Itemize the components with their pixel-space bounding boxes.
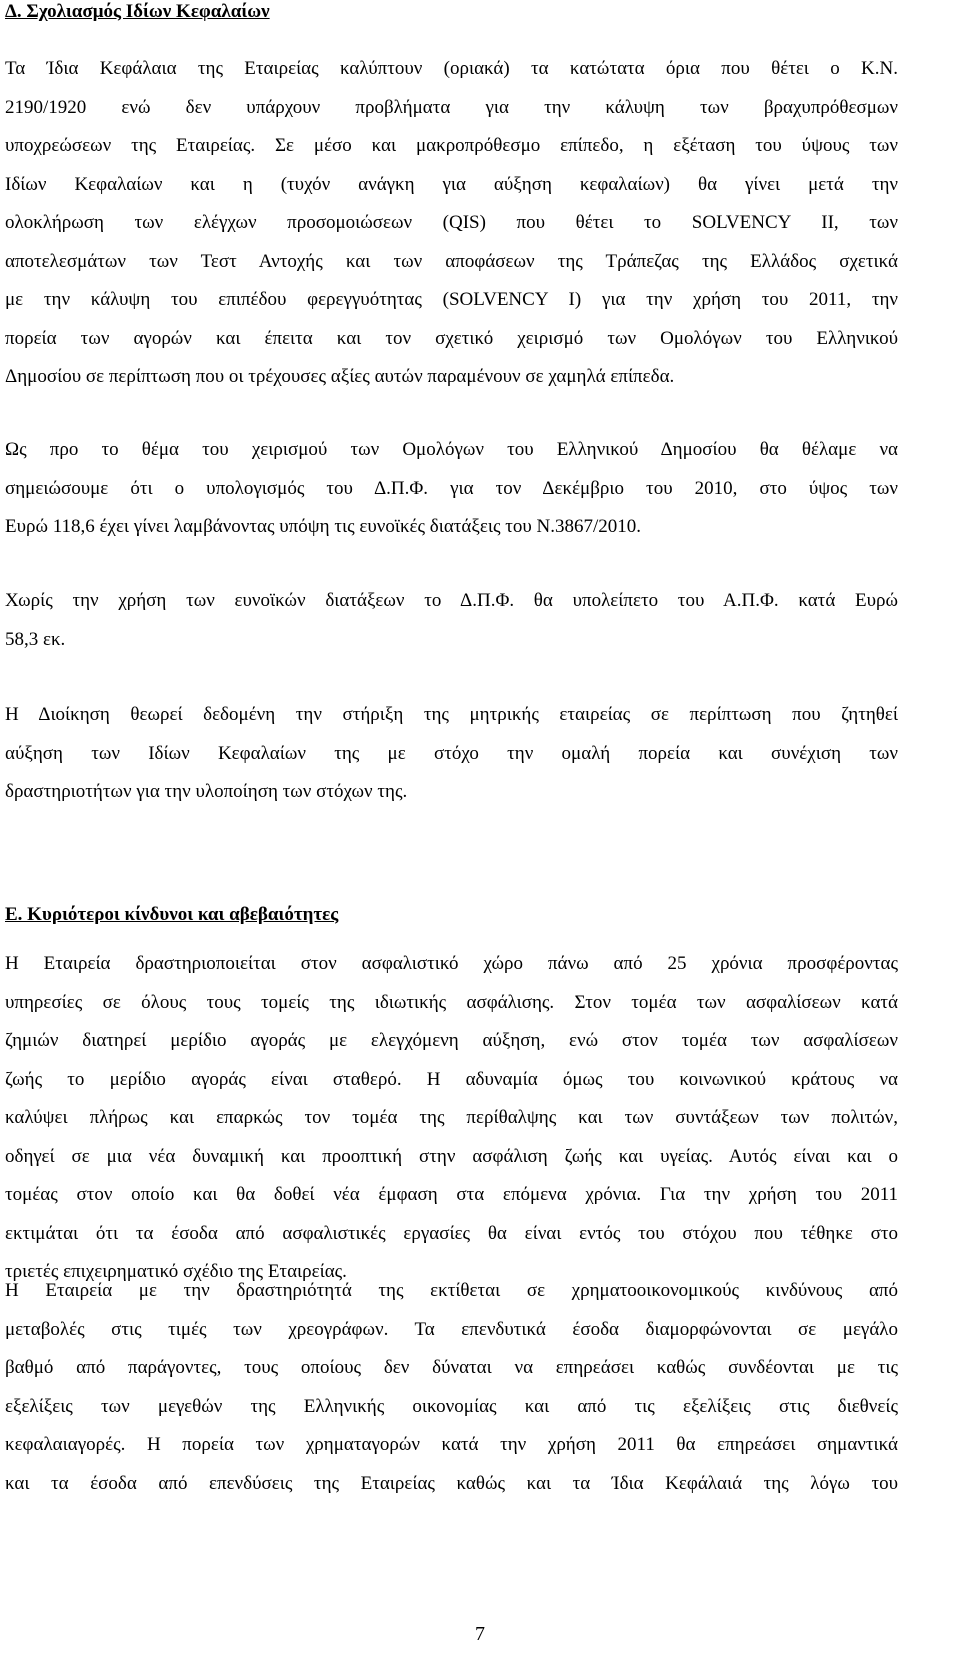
text-line: τριετές επιχειρηματικό σχέδιο της Εταιρείας. (5, 1261, 347, 1282)
paragraph-solvency-shortfall (5, 582, 898, 659)
section-heading-e: Ε. Κυριότεροι κίνδυνοι και αβεβαιότητες (5, 904, 339, 925)
text-line: Δημοσίου σε περίπτωση που οι τρέχουσες αξίες αυτών παραμένουν σε χαμηλά επίπεδα. (5, 366, 675, 387)
text-line: Η Εταιρεία με την δραστηριότητά της εκτίθεται σε χρηματοοικονομικούς κινδύνους από (5, 1280, 898, 1301)
paragraph-financial-risks (5, 1272, 898, 1503)
text-line: πορεία των αγορών και έπειτα και τον σχετικό χειρισμό των Ομολόγων του Ελληνικού (5, 327, 898, 349)
text-line: ζωής το μερίδιο αγοράς είναι σταθερό. Η αδυναμία όμως του κοινωνικού κράτους να (5, 1068, 898, 1090)
text-line: Η Εταιρεία δραστηριοποιείται στον ασφαλιστικό χώρο πάνω από 25 χρόνια προσφέροντας (5, 953, 898, 974)
text-line: 2190/1920 ενώ δεν υπάρχουν προβλήματα για την κάλυψη των βραχυπρόθεσμων (5, 96, 898, 118)
text-line: υποχρεώσεων της Εταιρείας. Σε μέσο και μακροπρόθεσμο επίπεδο, η εξέταση του ύψους των (5, 135, 898, 156)
text-line: Ιδίων Κεφαλαίων και η (τυχόν ανάγκη για αύξηση κεφαλαίων) θα γίνει μετά την (5, 173, 898, 195)
text-line: εκτιμάται ότι τα έσοδα από ασφαλιστικές εργασίες θα είναι εντός του στόχου που τέθηκε στο (5, 1222, 898, 1244)
text-line: και τα έσοδα από επενδύσεις της Εταιρείας καθώς και τα Ίδια Κεφάλαιά της λόγω του (5, 1472, 898, 1494)
text-line: Η Διοίκηση θεωρεί δεδομένη την στήριξη της μητρικής εταιρείας σε περίπτωση που ζητηθεί (5, 704, 898, 725)
section-heading-d: Δ. Σχολιασμός Ιδίων Κεφαλαίων (5, 1, 270, 22)
paragraph-company-activity (5, 945, 898, 1292)
text-line: 58,3 εκ. (5, 628, 66, 650)
text-line: Τα Ίδια Κεφάλαια της Εταιρείας καλύπτουν (οριακά) τα κατώτατα όρια που θέτει ο Κ.Ν. (5, 58, 898, 79)
text-line: Ως προ το θέμα του χειρισμού των Ομολόγων του Ελληνικού Δημοσίου θα θέλαμε να (5, 439, 898, 460)
paragraph-bonds-treatment (5, 431, 898, 547)
text-line: με την κάλυψη του επιπέδου φερεγγυότητας (SOLVENCY I) για την χρήση του 2011, την (5, 289, 898, 310)
text-line: οδηγεί σε μια νέα δυναμική και προοπτική στην ασφάλιση ζωής και υγείας. Αυτός είναι και ο (5, 1145, 898, 1167)
text-line: αύξηση των Ιδίων Κεφαλαίων της με στόχο την ομαλή πορεία και συνέχιση των (5, 742, 898, 764)
paragraph-parent-support (5, 696, 898, 812)
text-line: ζημιών διατηρεί μερίδιο αγοράς με ελεγχόμενη αύξηση, ενώ στον τομέα των ασφαλίσεων (5, 1030, 898, 1051)
text-line: ολοκλήρωση των ελέγχων προσομοιώσεων (QIS) που θέτει το SOLVENCY II, των (5, 212, 898, 233)
text-line: εξελίξεις των μεγεθών της Ελληνικής οικονομίας και από τις εξελίξεις στις διεθνείς (5, 1395, 898, 1417)
text-line: Ευρώ 118,6 έχει γίνει λαμβάνοντας υπόψη τις ευνοϊκές διατάξεις του Ν.3867/2010. (5, 516, 642, 537)
text-line: καλύψει πλήρως και επαρκώς τον τομέα της περίθαλψης και των συντάξεων των πολιτών, (5, 1107, 898, 1128)
text-line: υπηρεσίες σε όλους τους τομείς της ιδιωτικής ασφάλισης. Στον τομέα των ασφαλίσεων κατά (5, 991, 898, 1013)
text-line: Χωρίς την χρήση των ευνοϊκών διατάξεων το Δ.Π.Φ. θα υπολείπετο του Α.Π.Φ. κατά Ευρώ (5, 590, 898, 611)
text-line: τομέας στον οποίο και θα δοθεί νέα έμφαση στα επόμενα χρόνια. Για την χρήση του 2011 (5, 1184, 898, 1205)
text-line: κεφαλαιαγορές. Η πορεία των χρηματαγορών κατά την χρήση 2011 θα επηρεάσει σημαντικά (5, 1434, 898, 1455)
paragraph-equity-commentary (5, 50, 898, 397)
text-line: βαθμό από παράγοντες, τους οποίους δεν δύναται να επηρεάσει καθώς συνδέονται με τις (5, 1357, 898, 1378)
page-number: 7 (475, 1623, 485, 1645)
text-line: αποτελεσμάτων των Τεστ Αντοχής και των αποφάσεων της Τράπεζας της Ελλάδος σχετικά (5, 250, 898, 272)
text-line: δραστηριοτήτων για την υλοποίηση των στόχων της. (5, 781, 408, 802)
text-line: μεταβολές στις τιμές των χρεογράφων. Τα επενδυτικά έσοδα διαμορφώνονται σε μεγάλο (5, 1318, 898, 1340)
text-line: σημειώσουμε ότι ο υπολογισμός του Δ.Π.Φ. για τον Δεκέμβριο του 2010, στο ύψος των (5, 477, 898, 499)
